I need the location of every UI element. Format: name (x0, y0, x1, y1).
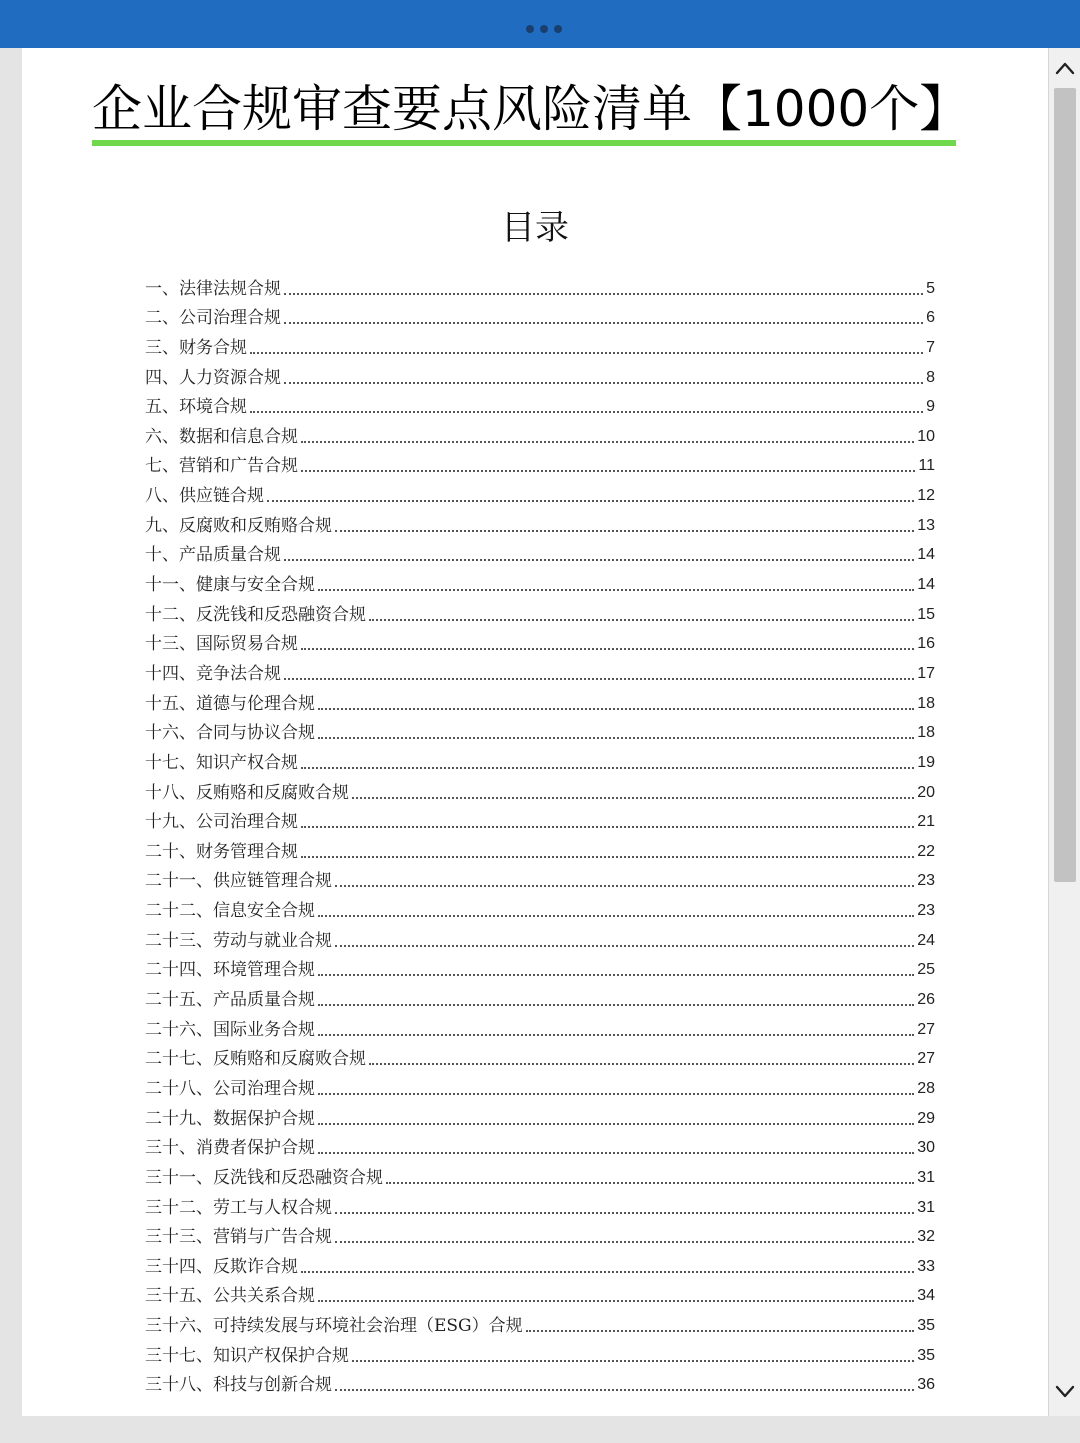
dot (526, 25, 534, 33)
dot (540, 25, 548, 33)
toc-entry-page-number: 16 (917, 635, 935, 653)
toc-entry[interactable] (145, 1159, 935, 1189)
toc-entry[interactable] (145, 1248, 935, 1278)
toc-entry[interactable] (145, 1219, 935, 1249)
toc-entry-page-number: 31 (917, 1168, 935, 1186)
toc-entry-page-number: 27 (917, 1050, 935, 1068)
chevron-down-icon (1055, 1385, 1075, 1399)
toc-dot-leader (301, 767, 914, 769)
toc-entry[interactable] (145, 418, 935, 448)
toc-entry-page-number: 17 (917, 664, 935, 682)
toc-entry-label: 一、法律法规合规 (145, 278, 281, 299)
document-title: 企业合规审查要点风险清单【1000个】 (92, 80, 970, 138)
toc-entry[interactable] (145, 952, 935, 982)
toc-entry-label: 三十三、营销与广告合规 (145, 1227, 332, 1248)
toc-entry-page-number: 19 (917, 753, 935, 771)
toc-entry-label: 十八、反贿赂和反腐败合规 (145, 782, 349, 803)
scroll-track[interactable] (1054, 88, 1076, 1368)
toc-entry-label: 四、人力资源合规 (145, 367, 281, 388)
toc-entry-page-number: 10 (917, 427, 935, 445)
toc-entry[interactable] (145, 1070, 935, 1100)
toc-entry-label: 三十六、可持续发展与环境社会治理（ESG）合规 (145, 1316, 523, 1337)
toc-entry-label: 十七、知识产权合规 (145, 752, 298, 773)
toc-dot-leader (318, 1034, 914, 1036)
toc-entry-page-number: 12 (917, 487, 935, 505)
toc-entry[interactable] (145, 507, 935, 537)
toc-entry-page-number: 32 (917, 1228, 935, 1246)
toc-dot-leader (318, 1300, 914, 1302)
toc-dot-leader (352, 1360, 914, 1362)
toc-entry-page-number: 14 (917, 576, 935, 594)
toc-dot-leader (301, 441, 914, 443)
toc-entry-label: 三十四、反欺诈合规 (145, 1256, 298, 1277)
toc-dot-leader (386, 1182, 914, 1184)
toc-entry[interactable] (145, 1041, 935, 1071)
toc-entry[interactable] (145, 922, 935, 952)
toc-entry-label: 九、反腐败和反贿赂合规 (145, 515, 332, 536)
toc-entry-page-number: 14 (917, 546, 935, 564)
toc-dot-leader (318, 589, 914, 591)
toc-entry-page-number: 31 (917, 1198, 935, 1216)
toc-entry-page-number: 6 (926, 309, 935, 327)
chevron-up-icon (1055, 61, 1075, 75)
toc-dot-leader (284, 293, 923, 295)
toc-dot-leader (335, 945, 914, 947)
more-options-icon[interactable] (526, 25, 568, 33)
toc-entry-page-number: 9 (926, 398, 935, 416)
toc-entry[interactable] (145, 804, 935, 834)
toc-entry[interactable] (145, 359, 935, 389)
toc-entry-page-number: 21 (917, 813, 935, 831)
toc-entry-page-number: 26 (917, 991, 935, 1009)
toc-entry-page-number: 24 (917, 931, 935, 949)
toc-entry-page-number: 15 (917, 605, 935, 623)
toc-dot-leader (301, 1271, 914, 1273)
toc-entry-label: 三十七、知识产权保护合规 (145, 1345, 349, 1366)
toc-entry-page-number: 7 (926, 338, 935, 356)
toc-entry-label: 六、数据和信息合规 (145, 426, 298, 447)
toc-dot-leader (301, 826, 914, 828)
toc-entry-label: 十五、道德与伦理合规 (145, 693, 315, 714)
scroll-up-button[interactable] (1049, 50, 1080, 86)
toc-entry[interactable] (145, 892, 935, 922)
toc-entry-label: 二十三、劳动与就业合规 (145, 930, 332, 951)
toc-entry-page-number: 33 (917, 1257, 935, 1275)
document-page (22, 48, 1048, 1416)
toc-entry-page-number: 28 (917, 1079, 935, 1097)
vertical-scrollbar[interactable] (1048, 48, 1080, 1416)
toc-entry[interactable] (145, 1011, 935, 1041)
toc-entry[interactable] (145, 596, 935, 626)
toc-entry[interactable] (145, 863, 935, 893)
toc-entry[interactable] (145, 685, 935, 715)
toc-entry[interactable] (145, 1189, 935, 1219)
toc-entry[interactable] (145, 477, 935, 507)
top-bar (0, 0, 1080, 48)
toc-entry[interactable] (145, 833, 935, 863)
toc-entry-label: 二、公司治理合规 (145, 308, 281, 329)
toc-entry[interactable] (145, 329, 935, 359)
toc-entry[interactable] (145, 270, 935, 300)
toc-entry-label: 二十六、国际业务合规 (145, 1019, 315, 1040)
toc-entry-page-number: 27 (917, 1020, 935, 1038)
toc-entry[interactable] (145, 300, 935, 330)
toc-entry-label: 三十一、反洗钱和反恐融资合规 (145, 1167, 383, 1188)
toc-dot-leader (318, 1123, 914, 1125)
toc-entry-page-number: 36 (917, 1376, 935, 1394)
toc-entry[interactable] (145, 1307, 935, 1337)
toc-entry[interactable] (145, 537, 935, 567)
toc-entry[interactable] (145, 1337, 935, 1367)
title-highlight-underline (92, 140, 956, 146)
toc-heading: 目录 (501, 208, 569, 248)
toc-dot-leader (526, 1330, 915, 1332)
bottom-margin (0, 1416, 1080, 1443)
toc-entry-page-number: 29 (917, 1109, 935, 1127)
toc-entry-page-number: 35 (917, 1346, 935, 1364)
left-margin (0, 48, 22, 1443)
toc-dot-leader (318, 1004, 914, 1006)
toc-entry-page-number: 30 (917, 1139, 935, 1157)
toc-entry-label: 七、营销和广告合规 (145, 456, 298, 477)
toc-dot-leader (301, 470, 915, 472)
toc-dot-leader (369, 1063, 914, 1065)
toc-entry-label: 十四、竞争法合规 (145, 663, 281, 684)
toc-entry[interactable] (145, 774, 935, 804)
toc-entry[interactable] (145, 448, 935, 478)
toc-entry-label: 二十四、环境管理合规 (145, 960, 315, 981)
toc-entry-label: 二十一、供应链管理合规 (145, 871, 332, 892)
toc-entry-label: 八、供应链合规 (145, 486, 264, 507)
toc-entry-page-number: 35 (917, 1317, 935, 1335)
toc-entry-label: 三十、消费者保护合规 (145, 1138, 315, 1159)
toc-entry-label: 二十八、公司治理合规 (145, 1078, 315, 1099)
toc-dot-leader (318, 708, 914, 710)
toc-entry-page-number: 22 (917, 842, 935, 860)
toc-entry-page-number: 34 (917, 1287, 935, 1305)
toc-entry-page-number: 25 (917, 961, 935, 979)
toc-dot-leader (335, 1241, 914, 1243)
toc-dot-leader (284, 382, 923, 384)
toc-entry-page-number: 20 (917, 783, 935, 801)
toc-entry[interactable] (145, 715, 935, 745)
toc-entry-page-number: 23 (917, 872, 935, 890)
toc-entry-label: 五、环境合规 (145, 397, 247, 418)
dot (554, 25, 562, 33)
toc-dot-leader (301, 648, 914, 650)
toc-dot-leader (335, 1389, 914, 1391)
toc-dot-leader (369, 619, 914, 621)
toc-dot-leader (250, 352, 923, 354)
scroll-thumb[interactable] (1054, 88, 1076, 882)
toc-entry-label: 二十九、数据保护合规 (145, 1108, 315, 1129)
toc-dot-leader (318, 1093, 914, 1095)
toc-entry-label: 二十二、信息安全合规 (145, 901, 315, 922)
toc-entry-label: 三十五、公共关系合规 (145, 1286, 315, 1307)
toc-dot-leader (335, 1212, 914, 1214)
toc-entry-page-number: 23 (917, 902, 935, 920)
toc-entry[interactable] (145, 655, 935, 685)
toc-entry-label: 十六、合同与协议合规 (145, 723, 315, 744)
toc-entry-label: 三、财务合规 (145, 337, 247, 358)
toc-entry-label: 二十五、产品质量合规 (145, 990, 315, 1011)
toc-entry-page-number: 11 (918, 457, 935, 475)
toc-entry[interactable] (145, 389, 935, 419)
toc-dot-leader (284, 678, 914, 680)
toc-dot-leader (335, 530, 914, 532)
toc-entry[interactable] (145, 1100, 935, 1130)
toc-entry-label: 三十八、科技与创新合规 (145, 1375, 332, 1396)
toc-dot-leader (318, 737, 914, 739)
toc-entry-label: 十、产品质量合规 (145, 545, 281, 566)
toc-dot-leader (318, 915, 914, 917)
toc-entry-page-number: 5 (926, 279, 935, 297)
toc-entry[interactable] (145, 744, 935, 774)
toc-entry[interactable] (145, 981, 935, 1011)
toc-entry-page-number: 18 (917, 694, 935, 712)
toc-dot-leader (301, 856, 914, 858)
toc-dot-leader (352, 797, 914, 799)
toc-dot-leader (335, 885, 914, 887)
toc-entry-label: 十二、反洗钱和反恐融资合规 (145, 604, 366, 625)
table-of-contents (145, 270, 935, 1396)
toc-entry-page-number: 13 (917, 516, 935, 534)
toc-dot-leader (250, 411, 923, 413)
toc-entry[interactable] (145, 1367, 935, 1397)
toc-entry[interactable] (145, 1278, 935, 1308)
toc-entry-label: 十三、国际贸易合规 (145, 634, 298, 655)
toc-dot-leader (267, 500, 914, 502)
scroll-down-button[interactable] (1049, 1374, 1080, 1410)
toc-entry-page-number: 8 (926, 368, 935, 386)
toc-entry-label: 十九、公司治理合规 (145, 812, 298, 833)
toc-dot-leader (284, 559, 914, 561)
toc-entry[interactable] (145, 1130, 935, 1160)
toc-entry-label: 三十二、劳工与人权合规 (145, 1197, 332, 1218)
toc-dot-leader (284, 322, 923, 324)
toc-dot-leader (318, 974, 914, 976)
toc-entry[interactable] (145, 626, 935, 656)
toc-entry-label: 二十七、反贿赂和反腐败合规 (145, 1049, 366, 1070)
toc-entry-page-number: 18 (917, 724, 935, 742)
toc-entry[interactable] (145, 566, 935, 596)
toc-dot-leader (318, 1152, 914, 1154)
toc-entry-label: 二十、财务管理合规 (145, 841, 298, 862)
toc-entry-label: 十一、健康与安全合规 (145, 575, 315, 596)
